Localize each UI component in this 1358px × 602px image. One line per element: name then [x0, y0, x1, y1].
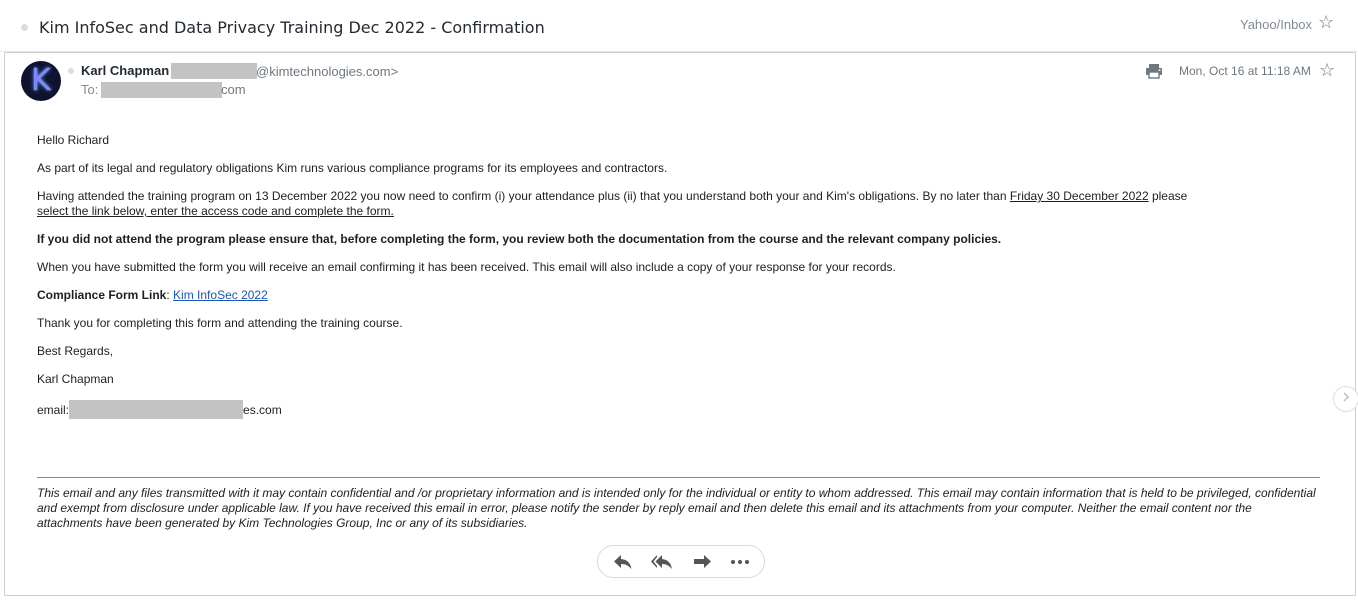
sender-name[interactable]: Karl Chapman: [81, 63, 170, 78]
chevron-right-icon: [1341, 390, 1351, 408]
form-link-line: [37, 288, 1327, 303]
avatar-letter: K: [31, 63, 51, 98]
folder-label[interactable]: Yahoo/Inbox: [1240, 17, 1313, 32]
reply-all-icon[interactable]: [651, 552, 673, 572]
star-icon[interactable]: ☆: [1319, 60, 1336, 80]
email-label: email:: [37, 403, 70, 417]
signature-name: Karl Chapman: [37, 372, 114, 386]
redacted-signature-email: [69, 400, 243, 419]
redacted-recipient: [101, 82, 222, 98]
unread-dot[interactable]: [21, 24, 28, 31]
next-message-button[interactable]: [1333, 386, 1358, 412]
message-card: [4, 52, 1356, 596]
redacted-sender-email: [171, 63, 257, 79]
bold-paragraph: If you did not attend the program please ensure that, before completing the form, you review both the documentation from the course and the relevant company policies.: [37, 232, 1002, 246]
closing: Best Regards,: [37, 344, 114, 358]
greeting: Hello Richard: [37, 133, 110, 147]
message-header-bar: [0, 0, 1358, 52]
message-body: [37, 133, 1327, 432]
reply-icon[interactable]: [612, 552, 634, 572]
signature-email-line: [37, 400, 1327, 419]
body-text: please: [1148, 189, 1188, 203]
body-paragraph: Thank you for completing this form and attending the training course.: [37, 316, 403, 330]
instruction-text: select the link below, enter the access code and complete the form.: [37, 204, 394, 218]
disclaimer: This email and any files transmitted with it may contain confidential and /or proprietary information and is intended only for the individual or entity to whom addressed. This email may contain information that is held to be privileged, confidential and exempt from disclosure under applicable law. If you have received this email in error, please notify the sender by reply email and then delete this email and its attachments from your computer. Neither the email content nor the attachments have been generated by Kim Technologies Group, Inc or any of its subsidiaries.: [37, 486, 1316, 530]
body-text: Having attended the training program on 13 December 2022 you now need to confirm (i) your attendance plus (ii) that you understand both your and Kim's obligations. By no later than: [37, 189, 1010, 203]
sender-email[interactable]: @kimtechnologies.com>: [256, 64, 399, 79]
body-paragraph: [37, 189, 1327, 219]
body-paragraph: As part of its legal and regulatory obligations Kim runs various compliance programs for its employees and contractors.: [37, 161, 668, 175]
star-icon[interactable]: ☆: [1318, 12, 1335, 32]
more-icon[interactable]: [729, 552, 751, 572]
recipient-email[interactable]: com: [221, 82, 246, 97]
message-date: Mon, Oct 16 at 11:18 AM: [1179, 64, 1311, 78]
signature-email[interactable]: es.com: [243, 403, 282, 417]
divider: [37, 477, 1320, 478]
message-actions-bar: [597, 545, 765, 578]
forward-icon[interactable]: [691, 552, 713, 572]
deadline-date: Friday 30 December 2022: [1009, 189, 1149, 203]
message-subject: Kim InfoSec and Data Privacy Training Dec 2022 - Confirmation: [39, 18, 545, 37]
avatar[interactable]: [21, 61, 61, 101]
compliance-form-link[interactable]: Kim InfoSec 2022: [173, 288, 268, 302]
link-colon: :: [166, 288, 170, 302]
body-paragraph: When you have submitted the form you will receive an email confirming it has been received. This email will also include a copy of your response for your records.: [37, 260, 896, 274]
to-label: To:: [81, 82, 99, 97]
print-icon[interactable]: [1145, 63, 1163, 84]
link-label: Compliance Form Link: [37, 288, 167, 302]
sender-status-dot: [68, 68, 74, 74]
